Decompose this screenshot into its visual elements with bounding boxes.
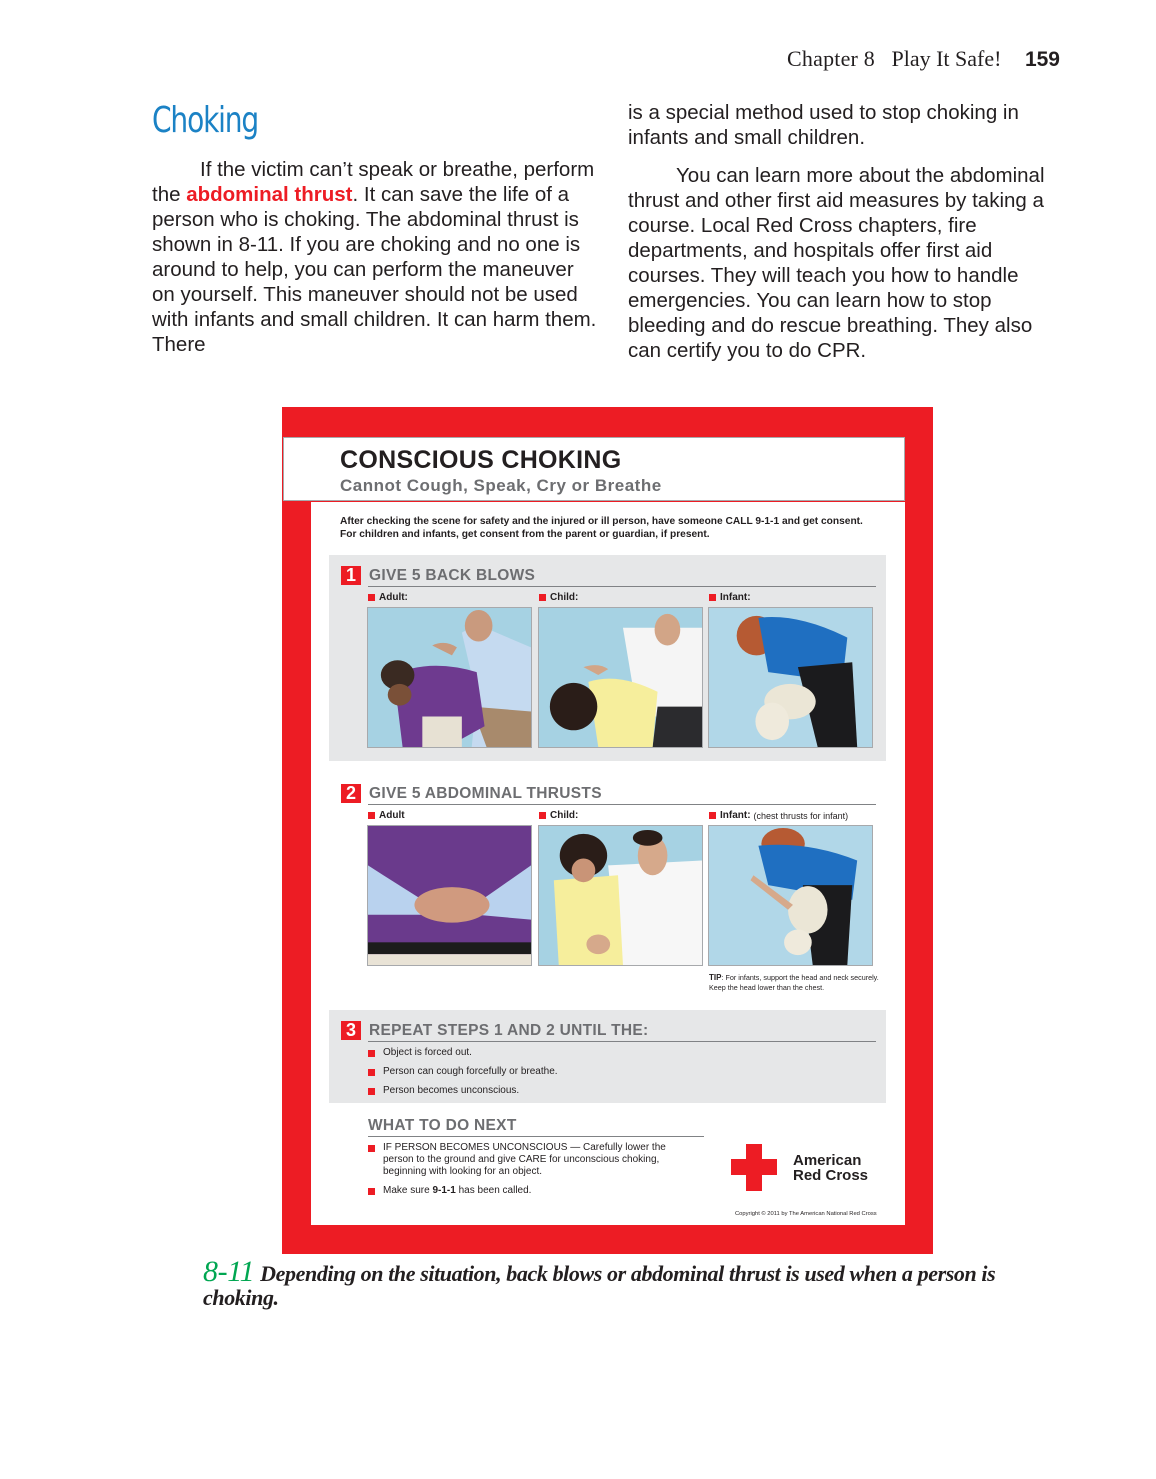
list-item-text: Person can cough forcefully or breathe. bbox=[383, 1066, 558, 1077]
list-item-text bbox=[383, 1185, 531, 1197]
paragraph-text: If the victim can’t speak or breathe, perform the bbox=[152, 158, 595, 206]
chapter-title: Play It Safe! bbox=[891, 46, 1002, 71]
step-number-badge: 3 bbox=[341, 1021, 361, 1040]
right-column bbox=[628, 100, 1068, 363]
label-text: Child: bbox=[550, 592, 579, 603]
body-paragraph: You can learn more about the abdominal thrust and other first aid measures by taking a course. Local Red Cross chapters, fire departments, and hospitals offer first aid courses. They will teach you how to handle emergencies. You can learn how to stop bleeding and do rescue breathing. They also can certify you to do CPR. bbox=[628, 164, 1045, 362]
label-text: Adult bbox=[379, 810, 405, 821]
bullet-square-icon bbox=[539, 812, 546, 819]
list-item bbox=[368, 1142, 668, 1178]
step-label: REPEAT STEPS 1 AND 2 UNTIL THE: bbox=[369, 1021, 649, 1039]
text-part: has been called. bbox=[455, 1185, 532, 1196]
running-head bbox=[787, 46, 1060, 72]
list-item-text: Person becomes unconscious. bbox=[383, 1085, 520, 1096]
list-item bbox=[368, 1066, 558, 1078]
bullet-square-icon bbox=[368, 594, 375, 601]
bullet-square-icon bbox=[709, 594, 716, 601]
list-item-text: Object is forced out. bbox=[383, 1047, 472, 1058]
photo-label-infant bbox=[709, 592, 751, 603]
photo-label-infant bbox=[709, 810, 848, 821]
section-title: Choking bbox=[152, 100, 259, 141]
text-part: Make sure bbox=[383, 1185, 433, 1196]
photo-label-adult bbox=[368, 810, 405, 821]
label-text: Infant: bbox=[720, 592, 751, 603]
tip-label: TIP bbox=[709, 973, 722, 982]
photo-label-child bbox=[539, 810, 578, 821]
copyright: Copyright © 2011 by The American National Red Cross bbox=[735, 1211, 877, 1217]
poster-title: CONSCIOUS CHOKING bbox=[340, 446, 622, 474]
step1-heading bbox=[341, 566, 535, 585]
step2-heading bbox=[341, 784, 602, 803]
bullet-square-icon bbox=[368, 1088, 375, 1095]
left-column bbox=[152, 157, 597, 357]
continued-paragraph: is a special method used to stop choking in infants and small children. bbox=[628, 101, 1019, 149]
logo-line: Red Cross bbox=[793, 1166, 869, 1184]
label-text: Adult: bbox=[379, 592, 408, 603]
poster-subtitle: Cannot Cough, Speak, Cry or Breathe bbox=[340, 476, 662, 495]
photo-infant-back-blows bbox=[708, 607, 873, 748]
list-item bbox=[368, 1185, 668, 1197]
emergency-number: 9-1-1 bbox=[432, 1185, 456, 1196]
what-next-list bbox=[368, 1142, 668, 1197]
label-text: Child: bbox=[550, 810, 579, 821]
photo-label-child bbox=[539, 592, 578, 603]
caption-text: Depending on the situation, back blows or abdominal thrust is used when a person is choking. bbox=[203, 1261, 996, 1310]
red-cross-icon bbox=[731, 1144, 777, 1191]
divider bbox=[368, 1041, 876, 1042]
bullet-square-icon bbox=[368, 812, 375, 819]
infant-tip bbox=[709, 973, 884, 992]
tip-text: : For infants, support the head and neck securely. Keep the head lower than the chest. bbox=[709, 973, 879, 992]
divider bbox=[368, 1136, 704, 1137]
step-number-badge: 2 bbox=[341, 784, 361, 803]
paragraph-text: . It can save the life of a person who is choking. The abdominal thrust is shown in 8-11. If you are choking and no one is around to help, you can perform the maneuver on yourself. This maneuver should not be used with infants and small children. It can harm them. There bbox=[152, 183, 597, 356]
bullet-square-icon bbox=[368, 1069, 375, 1076]
step3-heading bbox=[341, 1021, 648, 1040]
divider bbox=[368, 586, 876, 587]
figure-caption bbox=[203, 1255, 1023, 1310]
logo-line: American bbox=[793, 1151, 862, 1169]
bullet-square-icon bbox=[368, 1050, 375, 1057]
logo-text bbox=[793, 1153, 868, 1183]
chapter-label: Chapter 8 bbox=[787, 46, 875, 71]
label-text: Infant: bbox=[720, 810, 751, 821]
step-label: GIVE 5 BACK BLOWS bbox=[369, 566, 536, 584]
bullet-square-icon bbox=[709, 812, 716, 819]
bullet-square-icon bbox=[368, 1145, 375, 1152]
list-item bbox=[368, 1085, 558, 1097]
american-red-cross-logo bbox=[731, 1144, 868, 1191]
photo-label-adult bbox=[368, 592, 408, 603]
list-item bbox=[368, 1047, 558, 1059]
body-paragraph bbox=[152, 157, 597, 357]
figure-number: 8-11 bbox=[203, 1255, 255, 1288]
photo-child-abdominal-thrusts bbox=[538, 825, 703, 966]
bullet-square-icon bbox=[368, 1188, 375, 1195]
photo-adult-back-blows bbox=[367, 607, 532, 748]
bullet-square-icon bbox=[539, 594, 546, 601]
step-number-badge: 1 bbox=[341, 566, 361, 585]
label-note: (chest thrusts for infant) bbox=[753, 810, 849, 821]
photo-adult-abdominal-thrusts bbox=[367, 825, 532, 966]
poster-intro: After checking the scene for safety and the injured or ill person, have someone CALL 9-1-1 and get consent. For children and infants, get consent from the parent or guardian, if present. bbox=[340, 516, 863, 540]
key-term: abdominal thrust bbox=[186, 183, 353, 206]
step3-bullet-list bbox=[368, 1047, 558, 1097]
page-number: 159 bbox=[1024, 48, 1060, 71]
poster-banner bbox=[283, 437, 905, 501]
photo-child-back-blows bbox=[538, 607, 703, 748]
photo-infant-chest-thrusts bbox=[708, 825, 873, 966]
divider bbox=[368, 804, 876, 805]
step-label: GIVE 5 ABDOMINAL THRUSTS bbox=[369, 784, 602, 802]
list-item-text: IF PERSON BECOMES UNCONSCIOUS — Carefully lower the person to the ground and give CARE for unconscious choking, beginning with looking for an object. bbox=[383, 1142, 666, 1177]
what-next-heading: WHAT TO DO NEXT bbox=[368, 1117, 517, 1134]
